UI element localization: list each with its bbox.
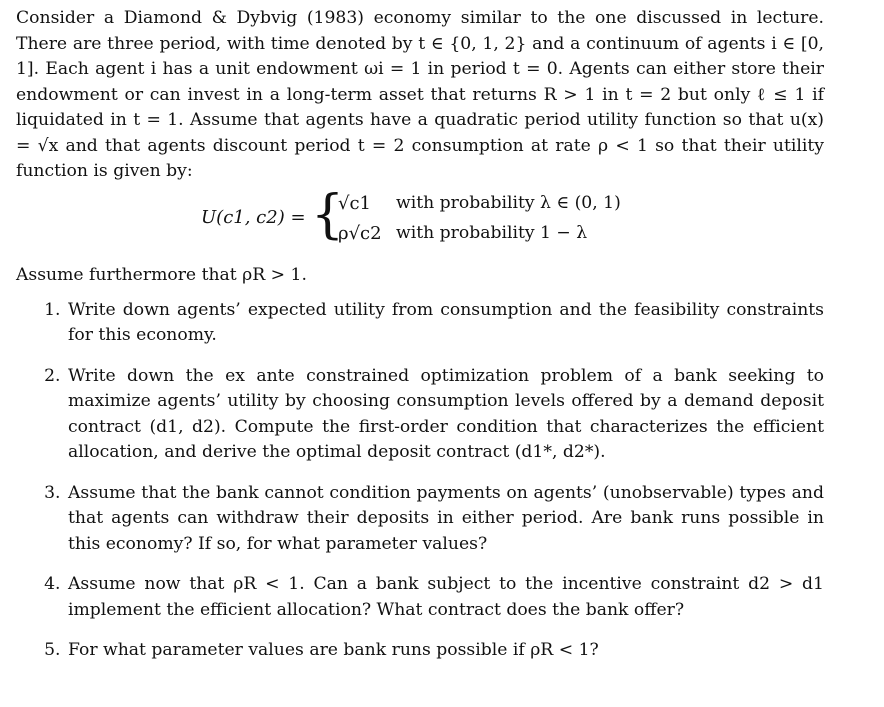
problem-intro: Consider a Diamond & Dybvig (1983) economy similar to the one discussed in lecture. There are three period, with time denoted by t ∈ {0, 1, 2} and a continuum of agents i ∈ [0, 1]. Each agent i has a unit endowment ωi = 1 in period t = 0. Agents can either store their endowment or can invest in a long-term asset that returns R > 1 in t = 2 but only ℓ ≤ 1 if liquidated in t = 1. Assume that agents have a quadratic period utility function so that u(x) = √x and that agents discount period t = 2 consumption at rate ρ < 1 so that their utility function is given by: bbox=[16, 8, 824, 181]
question-3: 3. Assume that the bank cannot condition payments on agents’ (unobservable) types and that agents can withdraw their deposits in either period. Are bank runs possible in this economy? If so, for what parameter values? bbox=[66, 481, 824, 558]
equation-case2-expr: ρ√c2 bbox=[338, 222, 382, 244]
utility-equation bbox=[16, 184, 824, 253]
equation-brace: { bbox=[311, 184, 345, 245]
question-4: 4. Assume now that ρR < 1. Can a bank subject to the incentive constraint d2 > d1 implement the efficient allocation? What contract does the bank offer? bbox=[66, 572, 824, 623]
equation-case1-condition: with probability λ ∈ (0, 1) bbox=[396, 192, 621, 213]
equation-case1-expr: √c1 bbox=[338, 192, 372, 214]
equation-lhs: U(c1, c2) = bbox=[201, 206, 306, 228]
question-list bbox=[16, 298, 824, 664]
assumption-text: Assume furthermore that ρR > 1. bbox=[16, 264, 307, 285]
question-5: 5. For what parameter values are bank runs possible if ρR < 1? bbox=[66, 638, 824, 664]
question-1: 1. Write down agents’ expected utility from consumption and the feasibility constraints for this economy. bbox=[66, 298, 824, 349]
question-2: 2. Write down the ex ante constrained optimization problem of a bank seeking to maximize agents’ utility by choosing consumption levels offered by a demand deposit contract (d1, d2). Compute the first-order condition that characterizes the efficient allocation, and derive the optimal deposit contract (d1*, d2*). bbox=[66, 364, 824, 466]
equation-case2-condition: with probability 1 − λ bbox=[396, 222, 588, 243]
